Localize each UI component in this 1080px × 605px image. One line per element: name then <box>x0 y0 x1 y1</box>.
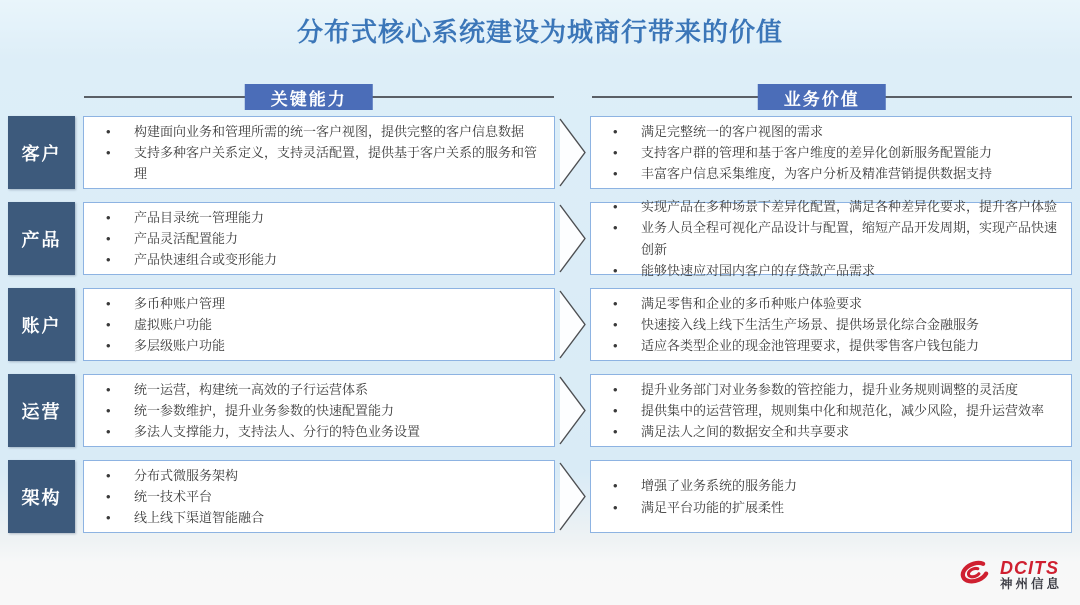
row-customer <box>8 116 1072 189</box>
bullet-item: • 产品目录统一管理能力 <box>84 207 544 228</box>
bullet-item: • 线上线下渠道智能融合 <box>84 507 544 528</box>
bullet-item: • 构建面向业务和管理所需的统一客户视图，提供完整的客户信息数据 <box>84 121 544 142</box>
bullet-item: • 统一运营，构建统一高效的子行运营体系 <box>84 379 544 400</box>
capability-box <box>83 460 555 533</box>
right-arrow-icon <box>555 288 590 361</box>
row-label: 客户 <box>8 116 75 189</box>
bullet-item: • 丰富客户信息采集维度，为客户分析及精准营销提供数据支持 <box>591 163 1061 184</box>
right-arrow-icon <box>555 460 590 533</box>
right-arrow-icon <box>555 202 590 275</box>
row-account <box>8 288 1072 361</box>
value-box <box>590 374 1072 447</box>
bullet-item: • 增强了业务系统的服务能力 <box>591 475 1061 496</box>
bullet-item: • 实现产品在多种场景下差异化配置，满足各种差异化要求，提升客户体验 <box>591 196 1061 217</box>
capability-box <box>83 288 555 361</box>
logo-brand: DCITS <box>999 558 1059 579</box>
bullet-item: • 多币种账户管理 <box>84 293 544 314</box>
bullet-item: • 满足零售和企业的多币种账户体验要求 <box>591 293 1061 314</box>
bullet-item: • 虚拟账户功能 <box>84 314 544 335</box>
right-arrow-icon <box>555 374 590 447</box>
bullet-item: • 满足完整统一的客户视图的需求 <box>591 121 1061 142</box>
bullet-item: • 多层级账户功能 <box>84 335 544 356</box>
bullet-item: • 统一参数维护，提升业务参数的快速配置能力 <box>84 400 544 421</box>
column-header-capability-label: 关键能力 <box>245 84 373 110</box>
value-box <box>590 199 1072 278</box>
bullet-item: • 快速接入线上线下生活生产场景、提供场景化综合金融服务 <box>591 314 1061 335</box>
rows-container <box>8 116 1072 533</box>
right-arrow-icon <box>555 116 590 189</box>
value-box <box>590 460 1072 533</box>
row-architecture <box>8 460 1072 533</box>
row-label: 运营 <box>8 374 75 447</box>
column-header-value <box>592 84 1072 110</box>
value-box <box>590 116 1072 189</box>
bullet-item: • 满足平台功能的扩展柔性 <box>591 497 1061 518</box>
capability-box <box>83 202 555 275</box>
bullet-item: • 多法人支撑能力，支持法人、分行的特色业务设置 <box>84 421 544 442</box>
column-header-value-label: 业务价值 <box>758 84 886 110</box>
dcits-logo <box>955 556 1062 595</box>
bullet-item: • 业务人员全程可视化产品设计与配置，缩短产品开发周期，实现产品快速创新 <box>591 217 1061 259</box>
value-box <box>590 288 1072 361</box>
page-title: 分布式核心系统建设为城商行带来的价值 <box>296 17 783 47</box>
bullet-item: • 统一技术平台 <box>84 486 544 507</box>
bullet-item: • 提升业务部门对业务参数的管控能力，提升业务规则调整的灵活度 <box>591 379 1061 400</box>
bullet-item: • 分布式微服务架构 <box>84 465 544 486</box>
bullet-item: • 满足法人之间的数据安全和共享要求 <box>591 421 1061 442</box>
bullet-item: • 提供集中的运营管理，规则集中化和规范化，减少风险，提升运营效率 <box>591 400 1061 421</box>
bullet-item: • 支持客户群的管理和基于客户维度的差异化创新服务配置能力 <box>591 142 1061 163</box>
bullet-item: • 产品快速组合或变形能力 <box>84 249 544 270</box>
capability-box <box>83 116 555 189</box>
capability-box <box>83 374 555 447</box>
logo-company: 神州信息 <box>999 577 1062 592</box>
bullet-item: • 能够快速应对国内客户的存贷款产品需求 <box>591 260 1061 281</box>
row-operations <box>8 374 1072 447</box>
bullet-item: • 产品灵活配置能力 <box>84 228 544 249</box>
logo-swirl-icon <box>955 556 993 595</box>
bullet-item: • 适应各类型企业的现金池管理要求，提供零售客户钱包能力 <box>591 335 1061 356</box>
row-label: 架构 <box>8 460 75 533</box>
column-header-capability <box>84 84 554 110</box>
bullet-item: • 支持多种客户关系定义，支持灵活配置，提供基于客户关系的服务和管理 <box>84 142 544 184</box>
row-label: 产品 <box>8 202 75 275</box>
row-label: 账户 <box>8 288 75 361</box>
row-product <box>8 199 1072 278</box>
